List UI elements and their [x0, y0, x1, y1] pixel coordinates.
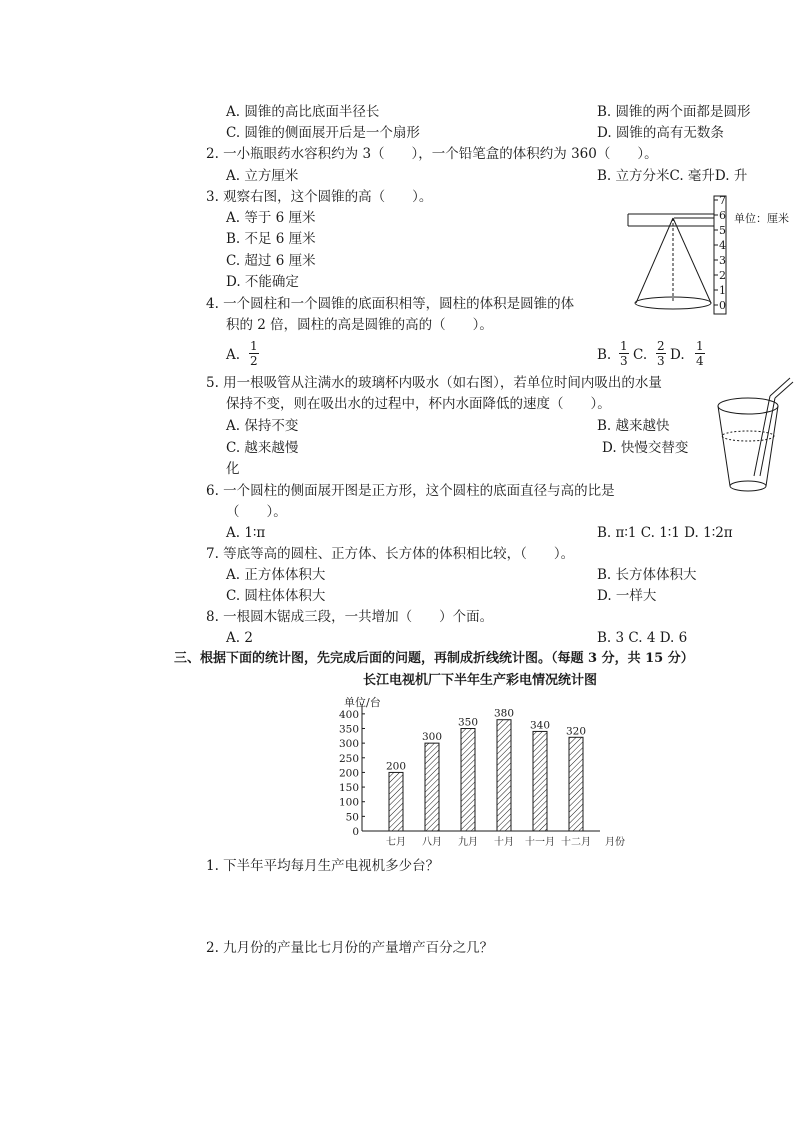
q7-option-a: A. 正方体体积大 [226, 567, 326, 583]
x-tick-label: 七月 [386, 837, 406, 848]
ruler-tick-label: 6 [719, 209, 726, 222]
bar-value-label: 340 [529, 719, 551, 732]
q3-option-d: D. 不能确定 [226, 274, 299, 290]
y-tick-label: 50 [345, 811, 359, 824]
q4-option-c-fraction [656, 340, 666, 367]
chart-title: 长江电视机厂下半年生产彩电情况统计图 [362, 673, 598, 688]
fraction-denominator: 4 [696, 354, 704, 368]
y-tick-label: 350 [338, 723, 359, 736]
y-tick-label: 300 [338, 738, 359, 751]
q4-option-a-fraction [249, 340, 259, 367]
chart-question-1: 1. 下半年平均每月生产电视机多少台？ [206, 858, 440, 874]
q5-option-a: A. 保持不变 [226, 418, 299, 434]
cone-ruler-figure [622, 190, 798, 318]
ruler-tick-label: 5 [719, 224, 726, 237]
q4-option-c-label: C. [633, 347, 648, 363]
q8-stem: 8. 一根圆木锯成三段，一共增加（ ）个面。 [206, 609, 494, 625]
y-tick-label: 100 [338, 796, 359, 809]
q1-option-b: B. 圆锥的两个面都是圆形 [597, 104, 751, 120]
q5-option-d: D. 快慢交替变 [602, 440, 689, 456]
q1-option-d: D. 圆锥的高有无数条 [597, 125, 724, 141]
q6-stem-line1: 6. 一个圆柱的侧面展开图是正方形，这个圆柱的底面直径与高的比是 [206, 483, 615, 499]
x-tick-label: 九月 [458, 837, 478, 848]
x-tick-label: 八月 [422, 837, 442, 848]
q5-stem-line1: 5. 用一根吸管从注满水的玻璃杯内吸水（如右图），若单位时间内吸出的水量 [206, 375, 662, 391]
q7-option-d: D. 一样大 [597, 588, 657, 604]
q8-options-bcd: B. 3 C. 4 D. 6 [597, 630, 688, 646]
glass-straw-figure [710, 372, 796, 498]
ruler-tick-label: 4 [719, 239, 726, 252]
q4-stem-line2: 积的 2 倍，圆柱的高是圆锥的高的（ ）。 [226, 317, 493, 333]
ruler-tick-label: 3 [719, 254, 726, 267]
chart-ylabel: 单位/台 [344, 696, 381, 709]
q5-option-b: B. 越来越快 [597, 418, 670, 434]
q4-option-b-label: B. [597, 347, 612, 363]
q5-option-c: C. 越来越慢 [226, 440, 299, 456]
q7-stem: 7. 等底等高的圆柱、正方体、长方体的体积相比较，（ ）。 [206, 546, 575, 562]
bar [389, 772, 403, 831]
bar-value-label: 320 [565, 725, 587, 738]
q6-options-bcd: B. π∶1 C. 1∶1 D. 1∶2π [597, 525, 733, 541]
y-tick-label: 0 [352, 826, 359, 838]
fraction-numerator: 1 [620, 339, 628, 353]
q4-option-d-label: D. [670, 347, 685, 363]
q3-option-c: C. 超过 6 厘米 [226, 253, 316, 269]
q2-options-bcd: B. 立方分米C. 毫升D. 升 [597, 168, 748, 184]
fraction-denominator: 2 [250, 354, 258, 368]
x-tick-label: 十二月 [561, 837, 591, 848]
production-bar-chart [300, 668, 640, 854]
y-tick-label: 200 [338, 767, 359, 780]
q6-stem-line2: （ ）。 [226, 504, 287, 520]
chart-xlabel: 月份 [605, 837, 625, 848]
q4-option-b-fraction [619, 340, 629, 367]
ruler-tick-label: 1 [719, 284, 726, 297]
bar-value-label: 300 [421, 731, 443, 744]
ruler-tick-label: 7 [719, 194, 726, 207]
q4-stem-line1: 4. 一个圆柱和一个圆锥的底面积相等，圆柱的体积是圆锥的体 [206, 296, 575, 312]
q6-option-a: A. 1∶π [226, 525, 266, 541]
ruler-tick-label: 2 [719, 269, 726, 282]
bar-value-label: 350 [457, 716, 479, 729]
y-tick-label: 250 [338, 752, 359, 765]
q7-option-c: C. 圆柱体体积大 [226, 588, 326, 604]
q1-option-a: A. 圆锥的高比底面半径长 [226, 104, 380, 120]
q7-option-b: B. 长方体体积大 [597, 567, 697, 583]
q3-stem: 3. 观察右图，这个圆锥的高（ ）。 [206, 189, 433, 205]
q3-option-b: B. 不足 6 厘米 [226, 231, 316, 247]
bar [497, 720, 511, 831]
ruler-tick-label: 0 [719, 299, 726, 312]
x-tick-label: 十月 [494, 837, 514, 848]
q3-option-a: A. 等于 6 厘米 [226, 210, 316, 226]
bar [533, 731, 547, 831]
bar [569, 737, 583, 831]
q1-option-c: C. 圆锥的侧面展开后是一个扇形 [226, 125, 420, 141]
fraction-denominator: 3 [620, 354, 628, 368]
q5-stem-line2: 保持不变，则在吸出水的过程中，杯内水面降低的速度（ ）。 [226, 396, 611, 412]
bar [461, 729, 475, 832]
fraction-numerator: 2 [657, 339, 665, 353]
y-tick-label: 400 [338, 708, 359, 721]
q4-option-a-label: A. [226, 347, 241, 363]
q4-option-d-fraction [695, 340, 705, 367]
fraction-numerator: 1 [696, 339, 704, 353]
fraction-numerator: 1 [250, 339, 258, 353]
section3-heading: 三、根据下面的统计图，先完成后面的问题，再制成折线统计图。（每题 3 分，共 15 分） [174, 651, 694, 666]
fraction-denominator: 3 [657, 354, 665, 368]
x-tick-label: 十一月 [525, 837, 555, 848]
q2-option-a: A. 立方厘米 [226, 168, 299, 184]
chart-question-2: 2. 九月份的产量比七月份的产量增产百分之几？ [206, 940, 494, 956]
q5-option-d-continued: 化 [226, 461, 240, 477]
unit-label: 单位：厘米 [734, 212, 789, 225]
bar [425, 743, 439, 831]
bar-value-label: 200 [385, 760, 407, 773]
y-tick-label: 150 [338, 782, 359, 795]
q8-option-a: A. 2 [226, 630, 253, 646]
bar-value-label: 380 [493, 707, 515, 720]
q2-stem: 2. 一小瓶眼药水容积约为 3（ ），一个铅笔盒的体积约为 360（ ）。 [206, 146, 658, 162]
